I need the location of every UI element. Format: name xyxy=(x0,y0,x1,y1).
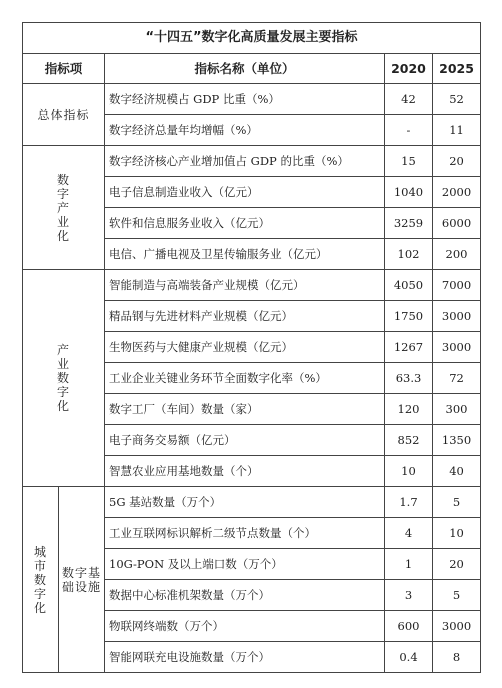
value-2025: 52 xyxy=(433,84,481,115)
table-row xyxy=(23,270,481,301)
value-2020: 1750 xyxy=(385,301,433,332)
value-2020: 3259 xyxy=(385,208,433,239)
value-2025: 40 xyxy=(433,456,481,487)
header-2025: 2025 xyxy=(433,54,481,84)
category-digital-infra: 数字基础设施 xyxy=(59,487,105,673)
header-2020: 2020 xyxy=(385,54,433,84)
indicator-name: 精品钢与先进材料产业规模（亿元） xyxy=(105,301,385,332)
value-2025: 11 xyxy=(433,115,481,146)
indicator-table xyxy=(22,22,481,673)
indicator-name: 软件和信息服务业收入（亿元） xyxy=(105,208,385,239)
header-item: 指标项 xyxy=(23,54,105,84)
indicator-name: 数字经济总量年均增幅（%） xyxy=(105,115,385,146)
indicator-name: 电信、广播电视及卫星传输服务业（亿元） xyxy=(105,239,385,270)
value-2020: 120 xyxy=(385,394,433,425)
table-row xyxy=(23,487,481,518)
value-2025: 2000 xyxy=(433,177,481,208)
value-2020: 102 xyxy=(385,239,433,270)
value-2025: 1350 xyxy=(433,425,481,456)
value-2020: 600 xyxy=(385,611,433,642)
header-name: 指标名称（单位） xyxy=(105,54,385,84)
value-2025: 3000 xyxy=(433,332,481,363)
value-2025: 5 xyxy=(433,580,481,611)
value-2020: 852 xyxy=(385,425,433,456)
indicator-name: 10G-PON 及以上端口数（万个） xyxy=(105,549,385,580)
value-2025: 20 xyxy=(433,549,481,580)
value-2020: 4050 xyxy=(385,270,433,301)
value-2025: 7000 xyxy=(433,270,481,301)
value-2020: 1 xyxy=(385,549,433,580)
indicator-name: 5G 基站数量（万个） xyxy=(105,487,385,518)
indicator-name: 数字经济核心产业增加值占 GDP 的比重（%） xyxy=(105,146,385,177)
indicator-name: 物联网终端数（万个） xyxy=(105,611,385,642)
value-2020: - xyxy=(385,115,433,146)
table-title: “十四五”数字化高质量发展主要指标 xyxy=(23,23,481,54)
table-row xyxy=(23,84,481,115)
category-overall: 总体指标 xyxy=(23,84,105,146)
indicator-name: 数字工厂（车间）数量（家） xyxy=(105,394,385,425)
category-industry-digital: 产业数字化 xyxy=(23,270,105,487)
value-2020: 42 xyxy=(385,84,433,115)
value-2020: 1040 xyxy=(385,177,433,208)
indicator-table-container xyxy=(22,22,481,673)
value-2025: 6000 xyxy=(433,208,481,239)
value-2020: 63.3 xyxy=(385,363,433,394)
value-2025: 200 xyxy=(433,239,481,270)
value-2025: 3000 xyxy=(433,611,481,642)
indicator-name: 工业互联网标识解析二级节点数量（个） xyxy=(105,518,385,549)
value-2025: 8 xyxy=(433,642,481,673)
value-2020: 10 xyxy=(385,456,433,487)
indicator-name: 智能制造与高端装备产业规模（亿元） xyxy=(105,270,385,301)
indicator-name: 电子商务交易额（亿元） xyxy=(105,425,385,456)
indicator-name: 数据中心标准机架数量（万个） xyxy=(105,580,385,611)
value-2020: 1267 xyxy=(385,332,433,363)
value-2025: 10 xyxy=(433,518,481,549)
category-digital-industry: 数字产业化 xyxy=(23,146,105,270)
value-2020: 15 xyxy=(385,146,433,177)
indicator-name: 数字经济规模占 GDP 比重（%） xyxy=(105,84,385,115)
table-row xyxy=(23,146,481,177)
value-2025: 3000 xyxy=(433,301,481,332)
value-2020: 1.7 xyxy=(385,487,433,518)
indicator-name: 工业企业关键业务环节全面数字化率（%） xyxy=(105,363,385,394)
value-2025: 72 xyxy=(433,363,481,394)
value-2025: 20 xyxy=(433,146,481,177)
indicator-name: 智能网联充电设施数量（万个） xyxy=(105,642,385,673)
indicator-name: 电子信息制造业收入（亿元） xyxy=(105,177,385,208)
value-2025: 5 xyxy=(433,487,481,518)
value-2020: 4 xyxy=(385,518,433,549)
category-city-digital: 城市数字化 xyxy=(23,487,59,673)
value-2025: 300 xyxy=(433,394,481,425)
indicator-name: 生物医药与大健康产业规模（亿元） xyxy=(105,332,385,363)
value-2020: 0.4 xyxy=(385,642,433,673)
indicator-name: 智慧农业应用基地数量（个） xyxy=(105,456,385,487)
value-2020: 3 xyxy=(385,580,433,611)
